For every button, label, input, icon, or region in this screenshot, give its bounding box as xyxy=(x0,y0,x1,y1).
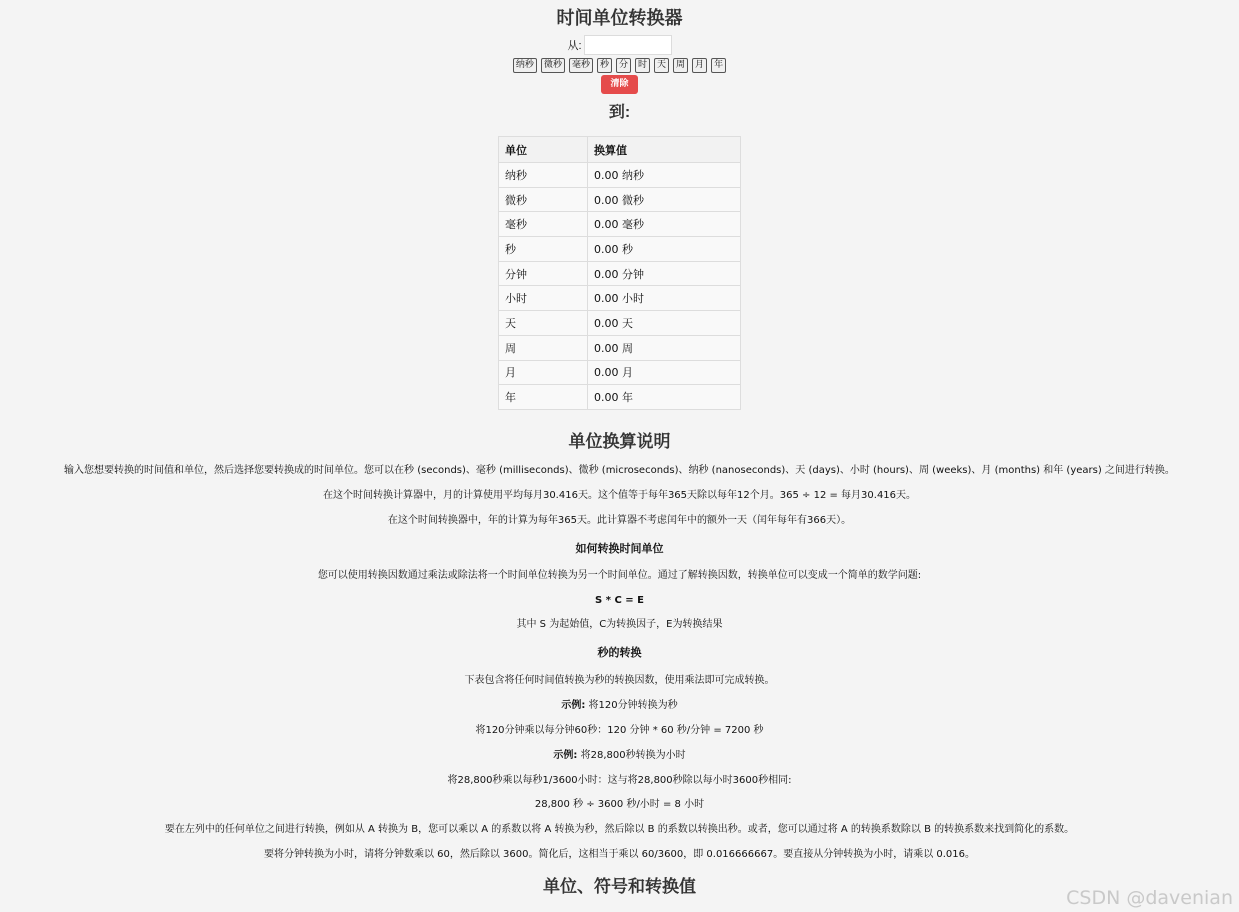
table-row xyxy=(499,360,741,385)
value-cell: 0.00 小时 xyxy=(588,286,741,311)
formula-text: S * C = E xyxy=(595,594,644,606)
how-to-heading: 如何转换时间单位 xyxy=(575,541,664,555)
example-2-calculation: 28,800 秒 ÷ 3600 秒/小时 = 8 小时 xyxy=(534,798,705,810)
unit-button-hour[interactable]: 时 xyxy=(635,58,650,73)
units-symbols-heading: 单位、符号和转换值 xyxy=(543,876,696,896)
explanation-paragraph-year: 在这个时间转换器中，年的计算为每年365天。此计算器不考虑闰年中的额外一天（闰年每年有366天）。 xyxy=(387,514,852,526)
conversion-table xyxy=(498,136,741,410)
value-cell: 0.00 纳秒 xyxy=(588,163,741,188)
value-cell: 0.00 分钟 xyxy=(588,261,741,286)
example-2-label: 示例: xyxy=(553,749,578,761)
unit-button-millisecond[interactable]: 毫秒 xyxy=(569,58,593,73)
example-1-label: 示例: xyxy=(561,699,586,711)
clear-row xyxy=(0,75,1239,94)
explanation-heading: 单位换算说明 xyxy=(568,431,671,451)
value-cell: 0.00 年 xyxy=(588,385,741,410)
table-row xyxy=(499,311,741,336)
unit-button-microsecond[interactable]: 微秒 xyxy=(541,58,565,73)
watermark: CSDN @davenian xyxy=(1066,887,1233,909)
table-row xyxy=(499,261,741,286)
from-row xyxy=(0,34,1239,56)
unit-cell: 月 xyxy=(499,360,588,385)
unit-cell: 年 xyxy=(499,385,588,410)
unit-cell: 秒 xyxy=(499,237,588,262)
to-heading: 到: xyxy=(608,104,631,121)
value-cell: 0.00 天 xyxy=(588,311,741,336)
explanation-paragraph-month: 在这个时间转换计算器中，月的计算使用平均每月30.416天。这个值等于每年365天除以每年12个月。365 ÷ 12 = 每月30.416天。 xyxy=(322,489,917,501)
value-cell: 0.00 毫秒 xyxy=(588,212,741,237)
example-1-calculation: 将120分钟乘以每分钟60秒：120 分钟 * 60 秒/分钟 = 7200 秒 xyxy=(475,724,764,736)
unit-button-nanosecond[interactable]: 纳秒 xyxy=(513,58,537,73)
example-1-title xyxy=(0,699,1239,713)
unit-button-month[interactable]: 月 xyxy=(692,58,707,73)
example-2-title xyxy=(0,749,1239,763)
seconds-conversion-paragraph: 下表包含将任何时间值转换为秒的转换因数，使用乘法即可完成转换。 xyxy=(464,674,775,686)
column-header-unit: 单位 xyxy=(499,137,588,163)
seconds-conversion-heading: 秒的转换 xyxy=(597,645,642,659)
unit-cell: 毫秒 xyxy=(499,212,588,237)
time-value-input[interactable] xyxy=(584,35,672,55)
table-row xyxy=(499,237,741,262)
unit-cell: 周 xyxy=(499,335,588,360)
unit-button-year[interactable]: 年 xyxy=(711,58,726,73)
how-to-paragraph: 您可以使用转换因数通过乘法或除法将一个时间单位转换为另一个时间单位。通过了解转换因数，转换单位可以变成一个简单的数学问题: xyxy=(317,569,922,581)
value-cell: 0.00 秒 xyxy=(588,237,741,262)
unit-button-day[interactable]: 天 xyxy=(654,58,669,73)
table-row xyxy=(499,385,741,410)
unit-cell: 小时 xyxy=(499,286,588,311)
any-unit-paragraph: 要在左列中的任何单位之间进行转换，例如从 A 转换为 B，您可以乘以 A 的系数以将 A 转换为秒，然后除以 B 的系数以转换出秒。或者，您可以通过将 A 的转换系数除以 B 的转换系数来找到简化的系数。 xyxy=(164,823,1075,835)
unit-cell: 微秒 xyxy=(499,187,588,212)
table-row xyxy=(499,335,741,360)
value-cell: 0.00 周 xyxy=(588,335,741,360)
explanation-paragraph-intro: 输入您想要转换的时间值和单位，然后选择您要转换成的时间单位。您可以在秒 (seconds)、毫秒 (milliseconds)、微秒 (microseconds)、纳秒 (nanoseconds)、天 (days)、小时 (hours)、周 (weeks)、月 (months) 和年 (years) 之间进行转换。 xyxy=(64,464,1175,476)
clear-button[interactable]: 清除 xyxy=(601,75,638,94)
page-title: 时间单位转换器 xyxy=(556,8,683,28)
table-header-row xyxy=(499,137,741,163)
table-row xyxy=(499,212,741,237)
table-row xyxy=(499,286,741,311)
example-1-text: 将120分钟转换为秒 xyxy=(588,699,678,711)
example-2-explanation: 将28,800秒乘以每秒1/3600小时：这与将28,800秒除以每小时3600秒相同: xyxy=(447,774,792,786)
minutes-to-hours-paragraph: 要将分钟转换为小时，请将分钟数乘以 60，然后除以 3600。简化后，这相当于乘以 60/3600，即 0.016666667。要直接从分钟转换为小时，请乘以 0.016。 xyxy=(263,848,976,860)
column-header-value: 换算值 xyxy=(588,137,741,163)
unit-cell: 天 xyxy=(499,311,588,336)
unit-cell: 纳秒 xyxy=(499,163,588,188)
value-cell: 0.00 月 xyxy=(588,360,741,385)
value-cell: 0.00 微秒 xyxy=(588,187,741,212)
unit-button-minute[interactable]: 分 xyxy=(616,58,631,73)
unit-button-week[interactable]: 周 xyxy=(673,58,688,73)
example-2-text: 将28,800秒转换为小时 xyxy=(580,749,686,761)
table-row xyxy=(499,187,741,212)
table-row xyxy=(499,163,741,188)
from-label: 从: xyxy=(567,40,582,52)
unit-button-second[interactable]: 秒 xyxy=(597,58,612,73)
unit-cell: 分钟 xyxy=(499,261,588,286)
unit-button-row xyxy=(0,58,1239,73)
formula-description: 其中 S 为起始值，C为转换因子，E为转换结果 xyxy=(516,618,723,630)
